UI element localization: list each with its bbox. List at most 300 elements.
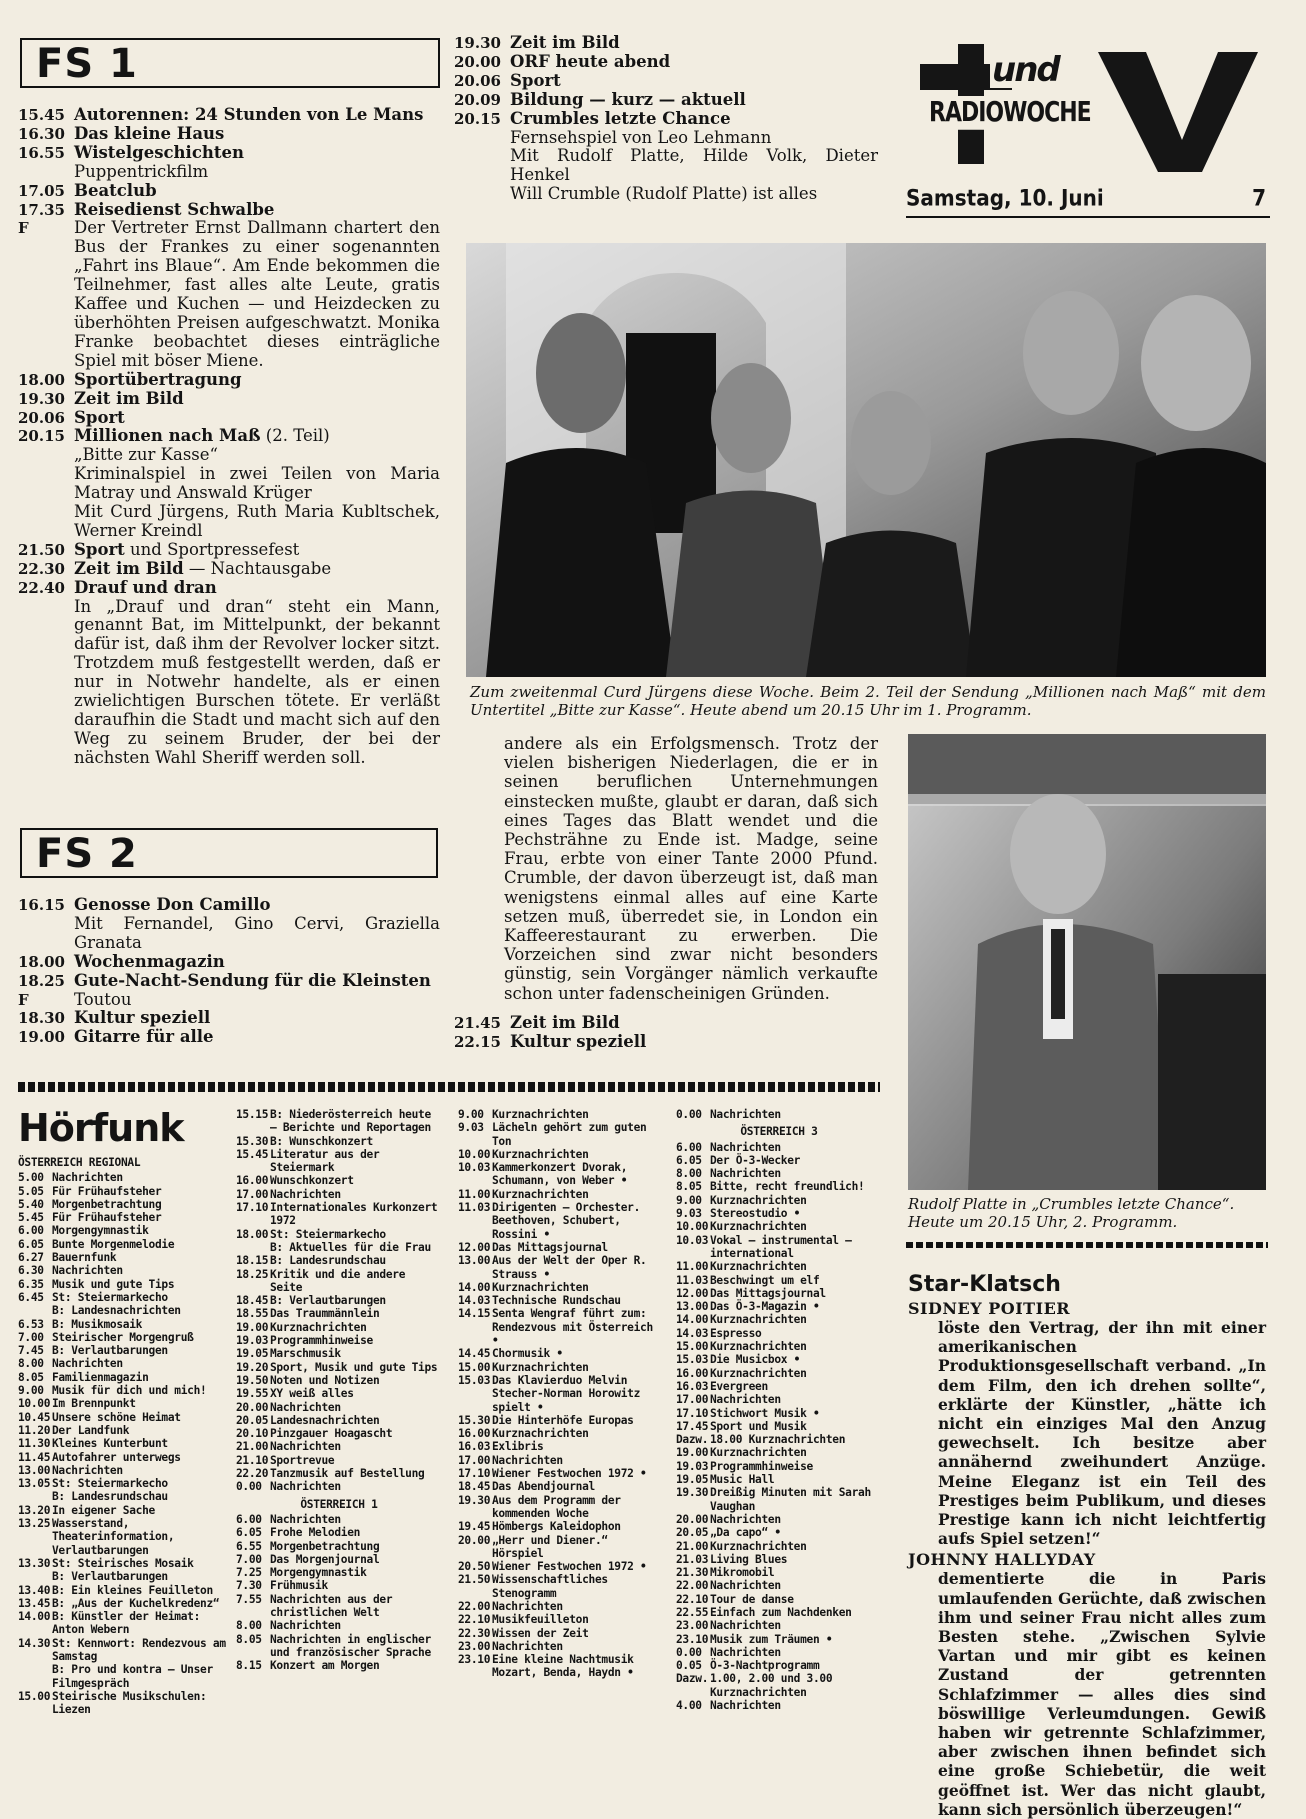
fs1-title: Wistelgeschichten (74, 142, 244, 162)
oe3-program: Mikromobil (710, 1566, 775, 1580)
oe1-am-row (236, 1659, 442, 1672)
oe3-program: Beschwingt um elf (710, 1273, 820, 1287)
regional-program: Für Frühaufsteher (52, 1184, 162, 1198)
fs1-evening-title-line (510, 34, 878, 53)
oe3-row (676, 1553, 882, 1566)
oe1-program: Kurznachrichten (492, 1147, 589, 1161)
regional-row (18, 1504, 230, 1517)
fs1-desc: In „Drauf und dran“ steht ein Mann, genannt Bat, im Mittelpunkt, der bekannt dafür ist, daß ihm der Revolver locker sitzt. Trotzdem muß festgestellt werden, daß er nur in Notwehr handelte, als er einen zwielichtigen Burschen tötete. Er verläßt daraufhin die Stadt und macht sich auf den Weg zu seinem Bruder, der bei der nächsten Wahl Sheriff werden soll. (74, 596, 440, 767)
oe3-time: 6.05 (676, 1153, 702, 1167)
regional-row (18, 1597, 230, 1610)
regional-time: 14.30 (18, 1636, 51, 1650)
oe1-time: 9.00 (458, 1108, 484, 1121)
oe1-time: 16.03 (458, 1440, 491, 1454)
logo-und: und (992, 50, 1059, 90)
regional-pm-program: Nachrichten (270, 1187, 341, 1201)
oe3-row (676, 1393, 882, 1406)
regional-pm-row (236, 1268, 442, 1295)
oe3-row (676, 1672, 882, 1699)
regional-pm-time: 15.45 (236, 1147, 269, 1161)
fs2-time: 18.30 (18, 1009, 65, 1028)
oe3-row (676, 1180, 882, 1193)
fs1-title: Das kleine Haus (74, 123, 225, 143)
oe1-row (458, 1161, 654, 1188)
oe1-am-time: 8.05 (236, 1632, 262, 1646)
regional-program: Unsere schöne Heimat (52, 1410, 181, 1424)
fs1-evening-title-line (510, 110, 878, 129)
regional-row (18, 1357, 230, 1370)
oe1-row (458, 1254, 654, 1281)
regional-pm-program: B: Wunschkonzert (270, 1134, 373, 1148)
oe1-row (458, 1454, 654, 1467)
oe3-time: 19.03 (676, 1459, 709, 1473)
oe3-time: 21.03 (676, 1552, 709, 1566)
fs2-title: FS 2 (36, 831, 138, 877)
regional-pm-program: Noten und Notizen (270, 1373, 380, 1387)
regional-time: 11.45 (18, 1450, 51, 1464)
regional-program: Musik für dich und mich! (52, 1384, 207, 1398)
oe3-row (676, 1194, 882, 1207)
oe3-time: 22.10 (676, 1592, 709, 1606)
oe1-row (458, 1188, 654, 1201)
oe3-row (676, 1540, 882, 1553)
regional-time: 13.05 (18, 1477, 51, 1491)
fs1-time: 21.50 (18, 540, 65, 559)
regional-row (18, 1371, 230, 1384)
fs1-evening-time: 20.09 (454, 90, 501, 109)
regional-program: Für Frühaufsteher (52, 1211, 162, 1225)
regional-program: B: Verlautbarungen (52, 1344, 168, 1358)
regional-row (18, 1291, 230, 1318)
oe3-row (676, 1353, 882, 1366)
fs1-evening-body (510, 34, 878, 53)
crumble-continued-text: andere als ein Erfolgsmensch. Trotz der vielen bisherigen Niederlagen, die er in seinen beruflichen Unternehmungen einstecken mußte, glaubt er daran, daß sich eines Tages das Blatt wendet und die Pechsträhne zu Ende ist. Madge, seine Frau, erbte von einer Tante 2000 Pfund. Crumble, der davon überzeugt ist, daß man wenigstens einmal alles auf eine Karte setzen muß, überredet sie, in London ein Kaffeerestaurant zu erwerben. Die Vorzeichen sind zwar nicht besonders günstig, sein Vorgänger nämlich verkaufte schon unter fadenscheinigen Gründen. (504, 734, 878, 1003)
oe1-am-row (236, 1553, 442, 1566)
fs1-time: 20.15 (18, 427, 65, 446)
oe1-am-time: 6.05 (236, 1526, 262, 1540)
klatsch-divider (906, 1242, 1268, 1248)
regional-pm-row (236, 1414, 442, 1427)
oe3-time: 15.03 (676, 1353, 709, 1367)
oe3-program: Nachrichten (710, 1579, 781, 1593)
regional-time: 5.05 (18, 1184, 44, 1198)
fs1-late-title-line (510, 1033, 878, 1052)
oe1-late-time: 0.00 (676, 1108, 702, 1121)
regional-pm-row (236, 1135, 442, 1148)
fs1-body (74, 219, 440, 370)
oe1-row (458, 1627, 654, 1640)
oe3-program: Das Mittagsjournal (710, 1286, 826, 1300)
oe3-row (676, 1380, 882, 1393)
regional-row (18, 1557, 230, 1584)
fs1-row (18, 144, 440, 182)
regional-pm-time: 19.20 (236, 1360, 269, 1374)
oe1-row (458, 1294, 654, 1307)
fs1-title: Zeit im Bild (74, 388, 184, 408)
oe1-program: Das Mittagsjournal (492, 1240, 608, 1254)
regional-row (18, 1198, 230, 1211)
regional-time: 13.00 (18, 1463, 51, 1477)
regional-pm-time: 18.00 (236, 1227, 269, 1241)
fs2-title-line (74, 972, 440, 991)
oe1-program: Nachrichten (492, 1599, 563, 1613)
oe3-time: 23.10 (676, 1632, 709, 1646)
oe1-time: 22.30 (458, 1626, 491, 1640)
oe1-am-program: Morgenbetrachtung (270, 1539, 380, 1553)
fs2-title: Kultur speziell (74, 1008, 211, 1028)
fs1-time: 16.30 (18, 124, 65, 143)
regional-program: Morgenbetrachtung (52, 1197, 162, 1211)
fs1-title: FS 1 (36, 41, 138, 87)
oe1-row (458, 1148, 654, 1161)
oe3-time: 22.55 (676, 1605, 709, 1619)
regional-pm-time: 19.05 (236, 1347, 269, 1361)
oe3-time: 19.05 (676, 1473, 709, 1487)
fs1-title: Sportübertragung (74, 369, 242, 389)
regional-time: 6.00 (18, 1224, 44, 1238)
regional-pm-time: 0.00 (236, 1480, 262, 1494)
fs1-title-line (74, 409, 440, 428)
fs1-listings (18, 106, 440, 768)
oe1-time: 11.03 (458, 1201, 491, 1215)
regional-time: 13.40 (18, 1583, 51, 1597)
regional-program: B: Künstler der Heimat: Anton Webern (52, 1610, 207, 1637)
oe3-row (676, 1593, 882, 1606)
regional-row (18, 1610, 230, 1637)
oe3-program: Nachrichten (710, 1645, 781, 1659)
regional-program: Nachrichten (52, 1264, 123, 1278)
oe3-head: ÖSTERREICH 3 (740, 1125, 818, 1139)
oe3-row (676, 1699, 882, 1712)
oe1-program: Kurznachrichten (492, 1187, 589, 1201)
fs2-time: 16.15 (18, 896, 65, 914)
fs1-evening-title: Crumbles letzte Chance (510, 108, 731, 128)
oe3-time: Dazw. (676, 1672, 709, 1686)
oe3-program: Tour de danse (710, 1592, 794, 1606)
regional-row (18, 1238, 230, 1251)
fs2-title-line (74, 953, 440, 972)
regional-program: Wasserstand, Theaterinformation, Verlautbarungen (52, 1517, 181, 1557)
oe1-row (458, 1600, 654, 1613)
fs1-evening-title: Bildung — kurz — aktuell (510, 89, 746, 109)
regional-row (18, 1264, 230, 1277)
regional-row (18, 1584, 230, 1597)
regional-program: Musik und gute Tips (52, 1277, 175, 1291)
fs1-title-line (74, 182, 440, 201)
regional-row (18, 1278, 230, 1291)
fs1-time: 20.06 (18, 408, 65, 427)
oe3-row (676, 1633, 882, 1646)
oe1-am-program: Nachrichten (270, 1512, 341, 1526)
oe1-program: Das Abendjournal (492, 1480, 595, 1494)
oe3-row (676, 1220, 882, 1233)
photo1-caption: Zum zweitenmal Curd Jürgens diese Woche. Beim 2. Teil der Sendung „Millionen nach Maß“ mit dem Untertitel „Bitte zur Kasse“. Heute abend um 20.15 Uhr im 1. Programm. (470, 683, 1266, 719)
fs1-time: 15.45 (18, 106, 65, 124)
regional-program: Kleines Kunterbunt (52, 1437, 168, 1451)
regional-pm-program: Nachrichten (270, 1440, 341, 1454)
oe3-program: Einfach zum Nachdenken (710, 1605, 852, 1619)
oe1-am-time: 6.55 (236, 1539, 262, 1553)
regional-program: B: Ein kleines Feuilleton (52, 1583, 213, 1597)
regional-pm-time: 17.10 (236, 1201, 269, 1215)
fs1-desc: Puppentrickfilm (74, 161, 209, 181)
regional-pm-row (236, 1148, 442, 1175)
oe3-time: 16.00 (676, 1366, 709, 1380)
oe1-program: Das Klavierduo Melvin Stecher-Norman Horowitz spielt • (492, 1373, 647, 1414)
regional-pm-program: B: Niederösterreich heute — Berichte und Reportagen (270, 1108, 438, 1135)
regional-program: Autofahrer unterwegs (52, 1450, 181, 1464)
regional-time: 6.27 (18, 1251, 44, 1265)
regional-row (18, 1318, 230, 1331)
oe3-time: 0.00 (676, 1645, 702, 1659)
oe3-program: Nachrichten (710, 1140, 781, 1154)
oe1-time: 21.50 (458, 1573, 491, 1587)
fs1-row (18, 427, 440, 540)
oe3-program: Kurznachrichten (710, 1446, 807, 1460)
oe3-time: 19.00 (676, 1446, 709, 1460)
oe1-row (458, 1241, 654, 1254)
fs1-evening-time: 20.00 (454, 52, 501, 71)
fs1-time: 18.00 (18, 370, 65, 389)
regional-pm-program: Tanzmusik auf Bestellung (270, 1467, 425, 1481)
oe1-am-time: 8.00 (236, 1619, 262, 1633)
regional-program: Morgengymnastik (52, 1224, 149, 1238)
oe3-program: Stereostudio • (710, 1207, 801, 1221)
oe1-program: Senta Wengraf führt zum: Rendezvous mit Österreich • (492, 1307, 660, 1348)
oe1-program: Hömbergs Kaleidophon (492, 1520, 621, 1534)
oe1-row (458, 1121, 654, 1148)
fs1-late-title-line (510, 1014, 878, 1033)
regional-row (18, 1437, 230, 1450)
regional-pm-row (236, 1321, 442, 1334)
fs2-body (74, 953, 440, 972)
oe3-time: 9.00 (676, 1193, 702, 1207)
oe1-row (458, 1520, 654, 1533)
regional-row (18, 1211, 230, 1224)
oe1-am-program: Nachrichten in englischer und französischer Sprache (270, 1632, 438, 1659)
fs1-evening-time: 20.06 (454, 71, 501, 90)
regional-head: ÖSTERREICH REGIONAL (18, 1156, 141, 1169)
regional-time: 14.00 (18, 1610, 51, 1624)
oe1-row (458, 1427, 654, 1440)
fs1-title: Sport (74, 407, 125, 427)
fs1-body (74, 201, 440, 220)
oe3-row (676, 1407, 882, 1420)
regional-time: 13.20 (18, 1503, 51, 1517)
regional-row (18, 1424, 230, 1437)
regional-pm-program: B: Landesrundschau (270, 1254, 386, 1268)
regional-row (18, 1451, 230, 1464)
oe1-program: „Herr und Diener.“ Hörspiel (492, 1533, 615, 1560)
oe3-time: 8.00 (676, 1167, 702, 1181)
fs1-late-body (510, 1014, 878, 1033)
oe3-row (676, 1566, 882, 1579)
oe1-program: Aus dem Programm der kommenden Woche (492, 1493, 628, 1520)
oe3-time: 11.03 (676, 1273, 709, 1287)
regional-pm-time: 21.00 (236, 1440, 269, 1454)
regional-pm-row (236, 1374, 442, 1387)
fs1-body (74, 541, 440, 560)
oe1-row (458, 1440, 654, 1453)
fs2-row (18, 972, 440, 991)
oe3-program: Bitte, recht freundlich! (710, 1180, 865, 1194)
fs1-body (74, 409, 440, 428)
oe1-am-row (236, 1579, 442, 1592)
fs1-row (18, 125, 440, 144)
regional-program: B: „Aus der Kuchelkredenz“ (52, 1596, 220, 1610)
fs1-title-line (74, 560, 440, 579)
oe3-program: Programmhinweise (710, 1459, 813, 1473)
fs1-evening-body (510, 53, 878, 72)
oe1-am-row (236, 1619, 442, 1632)
oe3-time: 11.00 (676, 1260, 709, 1274)
photo-rudolf-platte (908, 734, 1266, 1190)
oe1-time: 14.15 (458, 1307, 491, 1321)
oe1-time: 15.03 (458, 1373, 491, 1387)
oe1-time: 14.03 (458, 1294, 491, 1308)
fs1-row (18, 106, 440, 125)
oe1-time: 11.00 (458, 1187, 491, 1201)
oe1-row (458, 1281, 654, 1294)
oe1-program: Wissen der Zeit (492, 1626, 589, 1640)
star-klatsch-section (908, 1272, 1266, 1819)
regional-pm-time: 20.05 (236, 1413, 269, 1427)
oe1-am-row (236, 1526, 442, 1539)
regional-program: Steirischer Morgengruß (52, 1330, 194, 1344)
regional-pm-time: 15.30 (236, 1134, 269, 1148)
oe3-time: 19.30 (676, 1486, 709, 1500)
klatsch-name-hallyday: JOHNNY HALLYDAY (908, 1550, 1096, 1570)
oe1-time: 14.00 (458, 1280, 491, 1294)
oe3-row (676, 1260, 882, 1273)
fs1-time: F (18, 219, 29, 238)
oe1-time: 17.00 (458, 1453, 491, 1467)
oe3-row (676, 1486, 882, 1513)
photo-millionen-nach-mass (466, 243, 1266, 677)
regional-row (18, 1464, 230, 1477)
oe1-am-row (236, 1593, 442, 1620)
regional-pm-program: Kurznachrichten (270, 1320, 367, 1334)
regional-pm-time: 19.55 (236, 1387, 269, 1401)
oe3-program: Nachrichten (710, 1699, 781, 1713)
regional-pm-time: 19.50 (236, 1373, 269, 1387)
oe3-time: 23.00 (676, 1619, 709, 1633)
fs1-evening-row (454, 72, 878, 91)
regional-pm-time: 19.00 (236, 1320, 269, 1334)
oe1-time: 14.45 (458, 1347, 491, 1361)
fs1-late-row (454, 1014, 878, 1033)
oe3-row (676, 1154, 882, 1167)
oe1-time: 10.00 (458, 1147, 491, 1161)
regional-time: 11.20 (18, 1423, 51, 1437)
fs1-evening-desc: Mit Rudolf Platte, Hilde Volk, Dieter Henkel (510, 146, 878, 185)
oe3-row (676, 1619, 882, 1632)
regional-pm-time: 18.15 (236, 1254, 269, 1268)
regional-row (18, 1185, 230, 1198)
regional-pm-program: Kritik und die andere Seite (270, 1267, 412, 1294)
fs1-title-line (74, 201, 440, 220)
oe1-row (458, 1613, 654, 1626)
fs1-desc: Der Vertreter Ernst Dallmann chartert den Bus der Frankes zu einer sogenannten „Fahrt ins Blaue“. Am Ende bekommen die Teilnehmer, fast alles alte Leute, gratis Kaffee und Kuchen — und Heizdecken zu überhöhten Preisen aufgeschwatzt. Monika Franke beobachtet dieses einträgliche Spiel mit böser Miene. (74, 218, 440, 370)
fs1-row (18, 182, 440, 201)
oe3-program: 18.00 Kurznachrichten (710, 1433, 846, 1447)
fs1-time: 17.35 (18, 200, 65, 219)
oe3-program: Dreißig Minuten mit Sarah Vaughan (710, 1486, 878, 1513)
oe1-program: Nachrichten (492, 1453, 563, 1467)
regional-program: In eigener Sache (52, 1503, 155, 1517)
oe3-program: Kurznachrichten (710, 1220, 807, 1234)
fs2-body (74, 991, 440, 1010)
regional-pm-program: Wunschkonzert (270, 1174, 354, 1188)
regional-program: Der Landfunk (52, 1423, 130, 1437)
fs1-title-line (74, 144, 440, 163)
oe3-row (676, 1659, 882, 1672)
regional-pm-row (236, 1174, 442, 1187)
oe1-program: Wiener Festwochen 1972 • (492, 1560, 647, 1574)
page-number: 7 (1252, 184, 1266, 212)
oe1-row (458, 1560, 654, 1573)
regional-pm-program: Literatur aus der Steiermark (270, 1147, 386, 1175)
regional-pm-row (236, 1401, 442, 1414)
klatsch-title: Star-Klatsch (908, 1272, 1061, 1297)
oe3-program: Kurznachrichten (710, 1539, 807, 1553)
oe1-row (458, 1307, 660, 1348)
oe3-program: Sport und Musik (710, 1419, 807, 1433)
oe1-late-row (676, 1108, 882, 1121)
regional-time: 10.45 (18, 1410, 51, 1424)
fs1-evening-title-line (510, 53, 878, 72)
fs2-row (18, 1009, 440, 1028)
oe1-am-row (236, 1566, 442, 1579)
fs1-time: 22.30 (18, 559, 65, 578)
oe3-time: 17.45 (676, 1419, 709, 1433)
regional-pm-time: 21.10 (236, 1453, 269, 1467)
oe3-program: Stichwort Musik • (710, 1406, 820, 1420)
oe3-row (676, 1460, 882, 1473)
regional-pm-row (236, 1480, 442, 1493)
oe1-row (458, 1374, 654, 1414)
fs1-evening-time: 19.30 (454, 34, 501, 52)
oe1-time: 18.45 (458, 1480, 491, 1494)
fs1-row (18, 409, 440, 428)
regional-time: 7.45 (18, 1344, 44, 1358)
fs1-title: Millionen nach Maß (74, 426, 261, 446)
oe1-program: Kurznachrichten (492, 1360, 589, 1374)
fs1-evening-row (454, 34, 878, 53)
fs1-title-line (74, 125, 440, 144)
oe1-am-time: 7.00 (236, 1552, 262, 1566)
oe3-time: 22.00 (676, 1579, 709, 1593)
oe3-row (676, 1606, 882, 1619)
fs2-time: 19.00 (18, 1028, 65, 1047)
tv-radiowoche-logo (920, 44, 1258, 172)
fs1-body (74, 144, 440, 182)
regional-row (18, 1384, 230, 1397)
regional-program: B: Musikmosaik (52, 1317, 143, 1331)
regional-pm-program: Das Traummännlein (270, 1307, 380, 1321)
regional-row (18, 1397, 230, 1410)
radio-col-regional (18, 1156, 230, 1716)
fs1-time: 16.55 (18, 143, 65, 162)
oe1-am-row (236, 1633, 442, 1660)
oe1-program: Kurznachrichten (492, 1280, 589, 1294)
regional-program: St: Steirisches Mosaik B: Verlautbarungen (52, 1556, 194, 1584)
regional-pm-program: Landesnachrichten (270, 1413, 380, 1427)
regional-pm-time: 22.20 (236, 1467, 269, 1481)
oe1-am-row (236, 1540, 442, 1553)
fs1-evening-title: Zeit im Bild (510, 33, 620, 52)
regional-program: Bauernfunk (52, 1251, 117, 1265)
